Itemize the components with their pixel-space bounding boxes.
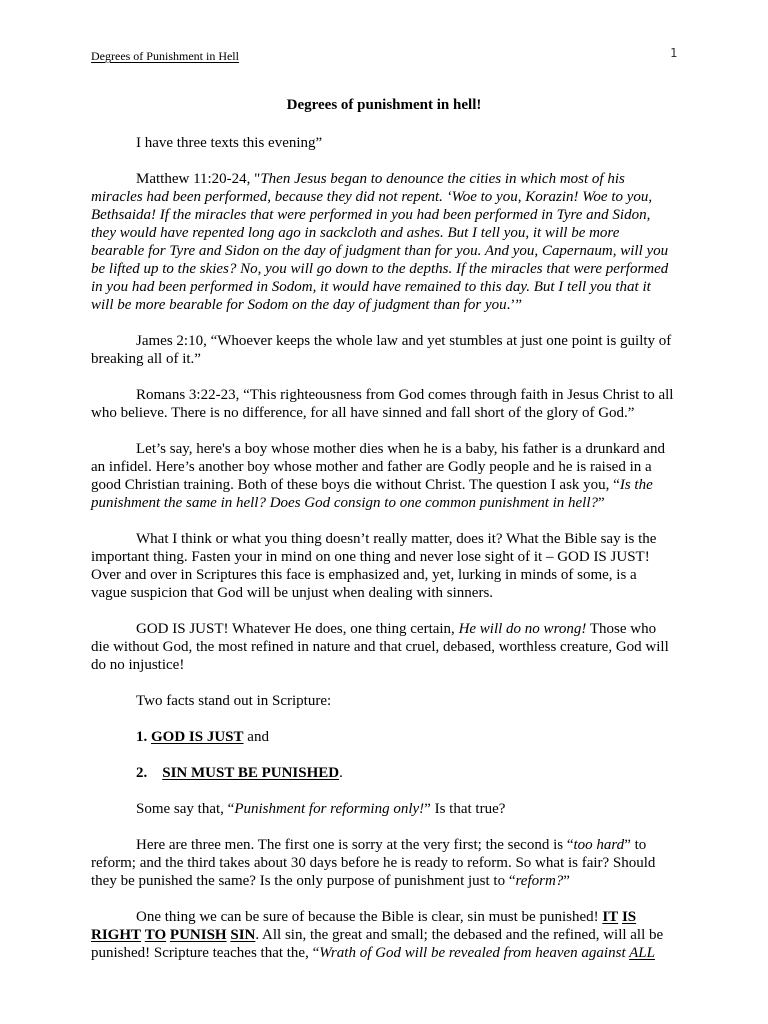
- no-wrong-lead: GOD IS JUST! Whatever He does, one thing certain,: [136, 621, 459, 637]
- emphasis-is: IS: [621, 909, 637, 925]
- wrath-quote-all: ALL: [629, 945, 655, 961]
- document-title: Degrees of punishment in hell!: [286, 97, 482, 113]
- document-body: [91, 134, 676, 962]
- fact-1-after: and: [243, 729, 269, 745]
- fact-item-1: [91, 728, 676, 746]
- three-men-reform: reform?: [515, 873, 564, 889]
- matthew-quote-close: .’”: [506, 297, 523, 313]
- paragraph-two-boys: [91, 440, 676, 512]
- paragraph-sin-punished: [91, 908, 676, 962]
- reforming-quote: Punishment for reforming only!: [234, 801, 425, 817]
- three-men-lead: Here are three men. The first one is sorry at the very first; the second is “: [136, 837, 574, 853]
- three-men-mid: ” to reform; and the third takes about 30 days before he is ready to reform. So what is fair? Should they be punished the same? Is the only purpose of punishment just to “: [91, 837, 656, 889]
- reforming-lead: Some say that, “: [136, 801, 235, 817]
- fact-2-number: 2.: [136, 765, 148, 781]
- paragraph-no-wrong: [91, 620, 676, 674]
- three-men-tail: ”: [563, 873, 570, 889]
- paragraph-two-facts: Two facts stand out in Scripture:: [136, 693, 332, 709]
- no-wrong-emphasis: He will do no wrong!: [458, 621, 587, 637]
- two-boys-text: Let’s say, here's a boy whose mother dies when he is a baby, his father is a drunkard and an infidel. Here’s another boy whose mother and father are Godly people and he is raised in a good Christian training. Both of these boys die without Christ. The question I ask you, “: [91, 441, 665, 493]
- emphasis-it: IT: [602, 909, 619, 925]
- emphasis-punish: PUNISH: [169, 927, 227, 943]
- emphasis-sin: SIN: [230, 927, 256, 943]
- sin-punished-lead: One thing we can be sure of because the Bible is clear, sin must be punished!: [136, 909, 603, 925]
- paragraph-reforming: [91, 800, 676, 818]
- fact-2-text: SIN MUST BE PUNISHED: [162, 765, 340, 781]
- no-wrong-tail: Those who die without God, the most refined in nature and that cruel, debased, worthless creature, God will do no injustice!: [91, 621, 669, 673]
- wrath-quote: Wrath of God will be revealed from heaven against: [319, 945, 630, 961]
- matthew-quote: Then Jesus began to denounce the cities in which most of his miracles had been performed, because they did not repent. ‘Woe to you, Korazin! Woe to you, Bethsaida! If the miracles that were performed in you had been performed in Tyre and Sidon, they would have repented long ago in sackcloth and ashes. But I tell you, it will be more bearable for Tyre and Sidon on the day of judgment than for you. And you, Capernaum, will you be lifted up to the skies? No, you will go down to the depths. If the miracles that were performed in you had been performed in Sodom, it would have remained to this day. But I tell you that it will be more bearable for Sodom on the day of judgment than for you: [91, 171, 669, 313]
- paragraph-romans: Romans 3:22-23, “This righteousness from God comes through faith in Jesus Christ to all who believe. There is no difference, for all have sinned and fall short of the glory of God.”: [91, 387, 674, 421]
- emphasis-to: TO: [144, 927, 167, 943]
- fact-1-number: 1.: [136, 729, 148, 745]
- fact-1-text: GOD IS JUST: [151, 729, 244, 745]
- reforming-tail: ” Is that true?: [424, 801, 506, 817]
- paragraph-matthew: [91, 170, 676, 314]
- sin-punished-mid: . All sin, the great and small; the debased and the refined, will all be punished! Scripture teaches that the, “: [91, 927, 664, 961]
- fact-item-2: [91, 764, 676, 782]
- emphasis-right: RIGHT: [91, 927, 142, 943]
- matthew-reference: Matthew 11:20-24, ": [136, 171, 261, 187]
- paragraph-intro: I have three texts this evening”: [136, 135, 323, 151]
- fact-2-after: .: [339, 765, 343, 781]
- two-boys-question: Is the punishment the same in hell? Does God consign to one common punishment in hell?: [91, 477, 653, 511]
- page-number: 1: [670, 46, 678, 60]
- paragraph-james: James 2:10, “Whoever keeps the whole law and yet stumbles at just one point is guilty of breaking all of it.”: [91, 333, 672, 367]
- two-boys-quote-close: ”: [598, 495, 605, 511]
- paragraph-god-is-just: What I think or what you thing doesn’t really matter, does it? What the Bible say is the important thing. Fasten your in mind on one thing and never lose sight of it – GOD IS JUST! Over and over in Scriptures this face is emphasized and, yet, lurking in minds of some, is a vague suspicion that God will be unjust when dealing with sinners.: [91, 531, 657, 601]
- three-men-too-hard: too hard: [573, 837, 625, 853]
- running-header: Degrees of Punishment in Hell: [91, 49, 239, 63]
- paragraph-three-men: [91, 836, 676, 890]
